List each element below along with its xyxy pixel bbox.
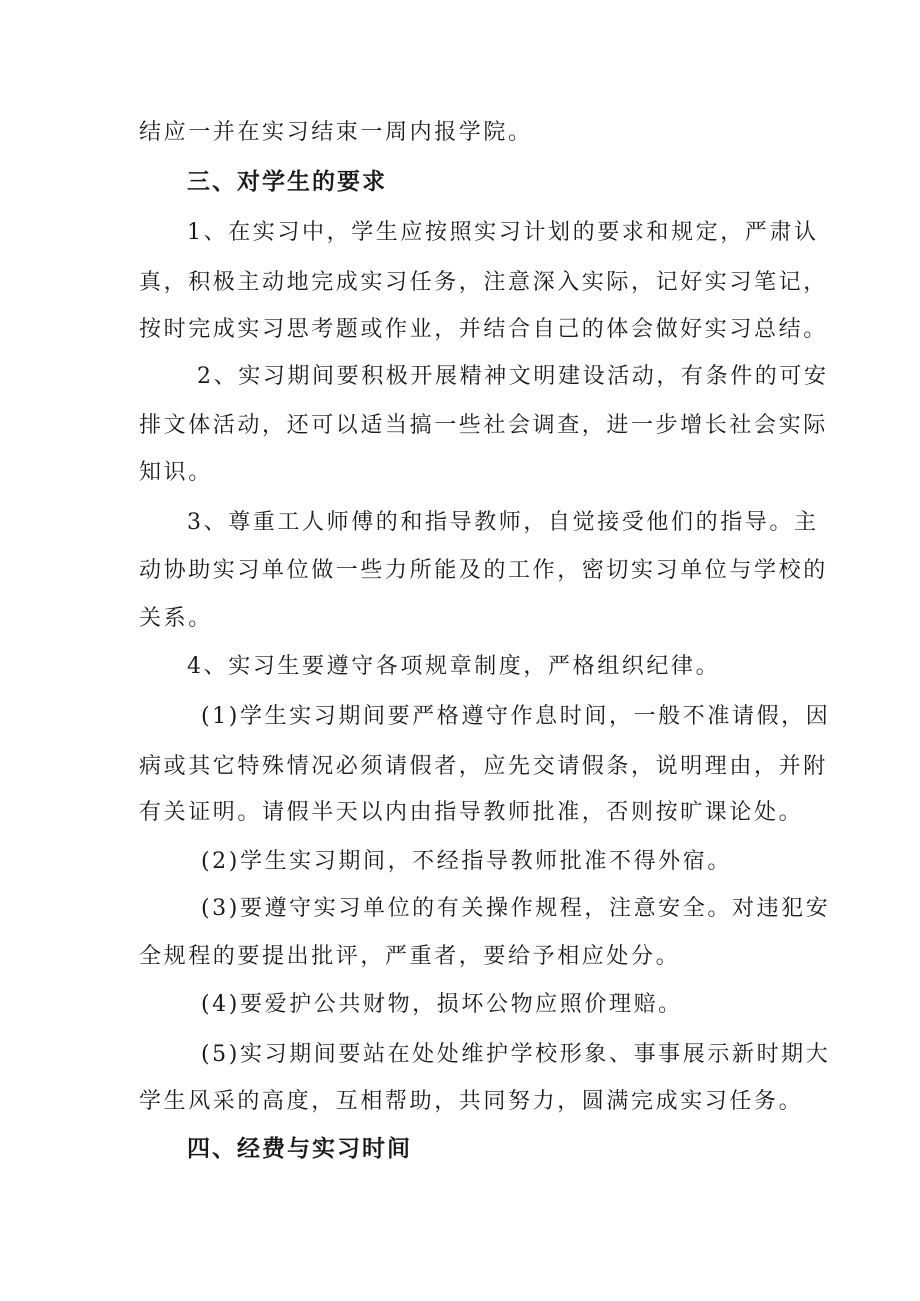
item-3-line-3: 关系。 <box>139 606 213 631</box>
item-4-sub-2-line-1: (2)学生实习期间，不经指导教师批准不得外宿。 <box>201 849 732 874</box>
item-4-sub-1-line-1: (1)学生实习期间要严格遵守作息时间，一般不准请假，因 <box>201 704 831 729</box>
item-2-line-3: 知识。 <box>139 460 213 485</box>
item-1-line-1: 1、在实习中，学生应按照实习计划的要求和规定，严肃认 <box>187 220 819 245</box>
item-4-sub-1-line-3: 有关证明。请假半天以内由指导教师批准，否则按旷课论处。 <box>139 800 804 825</box>
item-1-line-3: 按时完成实习思考题或作业，并结合自己的体会做好实习总结。 <box>139 317 828 342</box>
item-2-line-2: 排文体活动，还可以适当搞一些社会调查，进一步增长社会实际 <box>139 413 828 438</box>
item-4-sub-3-line-2: 全规程的要提出批评，严重者，要给予相应处分。 <box>139 944 681 969</box>
paragraph-continuation: 结应一并在实习结束一周内报学院。 <box>139 120 533 145</box>
item-4-sub-4-line-1: (4)要爱护公共财物，损坏公物应照价理赔。 <box>201 992 683 1017</box>
item-1-line-2: 真，积极主动地完成实习任务，注意深入实际，记好实习笔记， <box>139 270 828 295</box>
item-4-sub-3-line-1: (3)要遵守实习单位的有关操作规程，注意安全。对违犯安 <box>201 896 831 921</box>
item-3-line-2: 动协助实习单位做一些力所能及的工作，密切实习单位与学校的 <box>139 558 828 583</box>
item-4-sub-5-line-1: (5)实习期间要站在处处维护学校形象、事事展示新时期大 <box>201 1042 831 1067</box>
section-3-heading: 三、对学生的要求 <box>187 169 387 195</box>
item-3-line-1: 3、尊重工人师傅的和指导教师，自觉接受他们的指导。主 <box>187 510 819 535</box>
item-4-sub-1-line-2: 病或其它特殊情况必须请假者，应先交请假条，说明理由，并附 <box>139 754 828 779</box>
item-2-line-1: 2、实习期间要积极开展精神文明建设活动，有条件的可安 <box>197 364 829 389</box>
item-4-sub-5-line-2: 学生风采的高度，互相帮助，共同努力，圆满完成实习任务。 <box>139 1089 804 1114</box>
section-4-heading: 四、经费与实习时间 <box>187 1136 412 1162</box>
item-4-intro: 4、实习生要遵守各项规章制度，严格组织纪律。 <box>187 654 721 679</box>
